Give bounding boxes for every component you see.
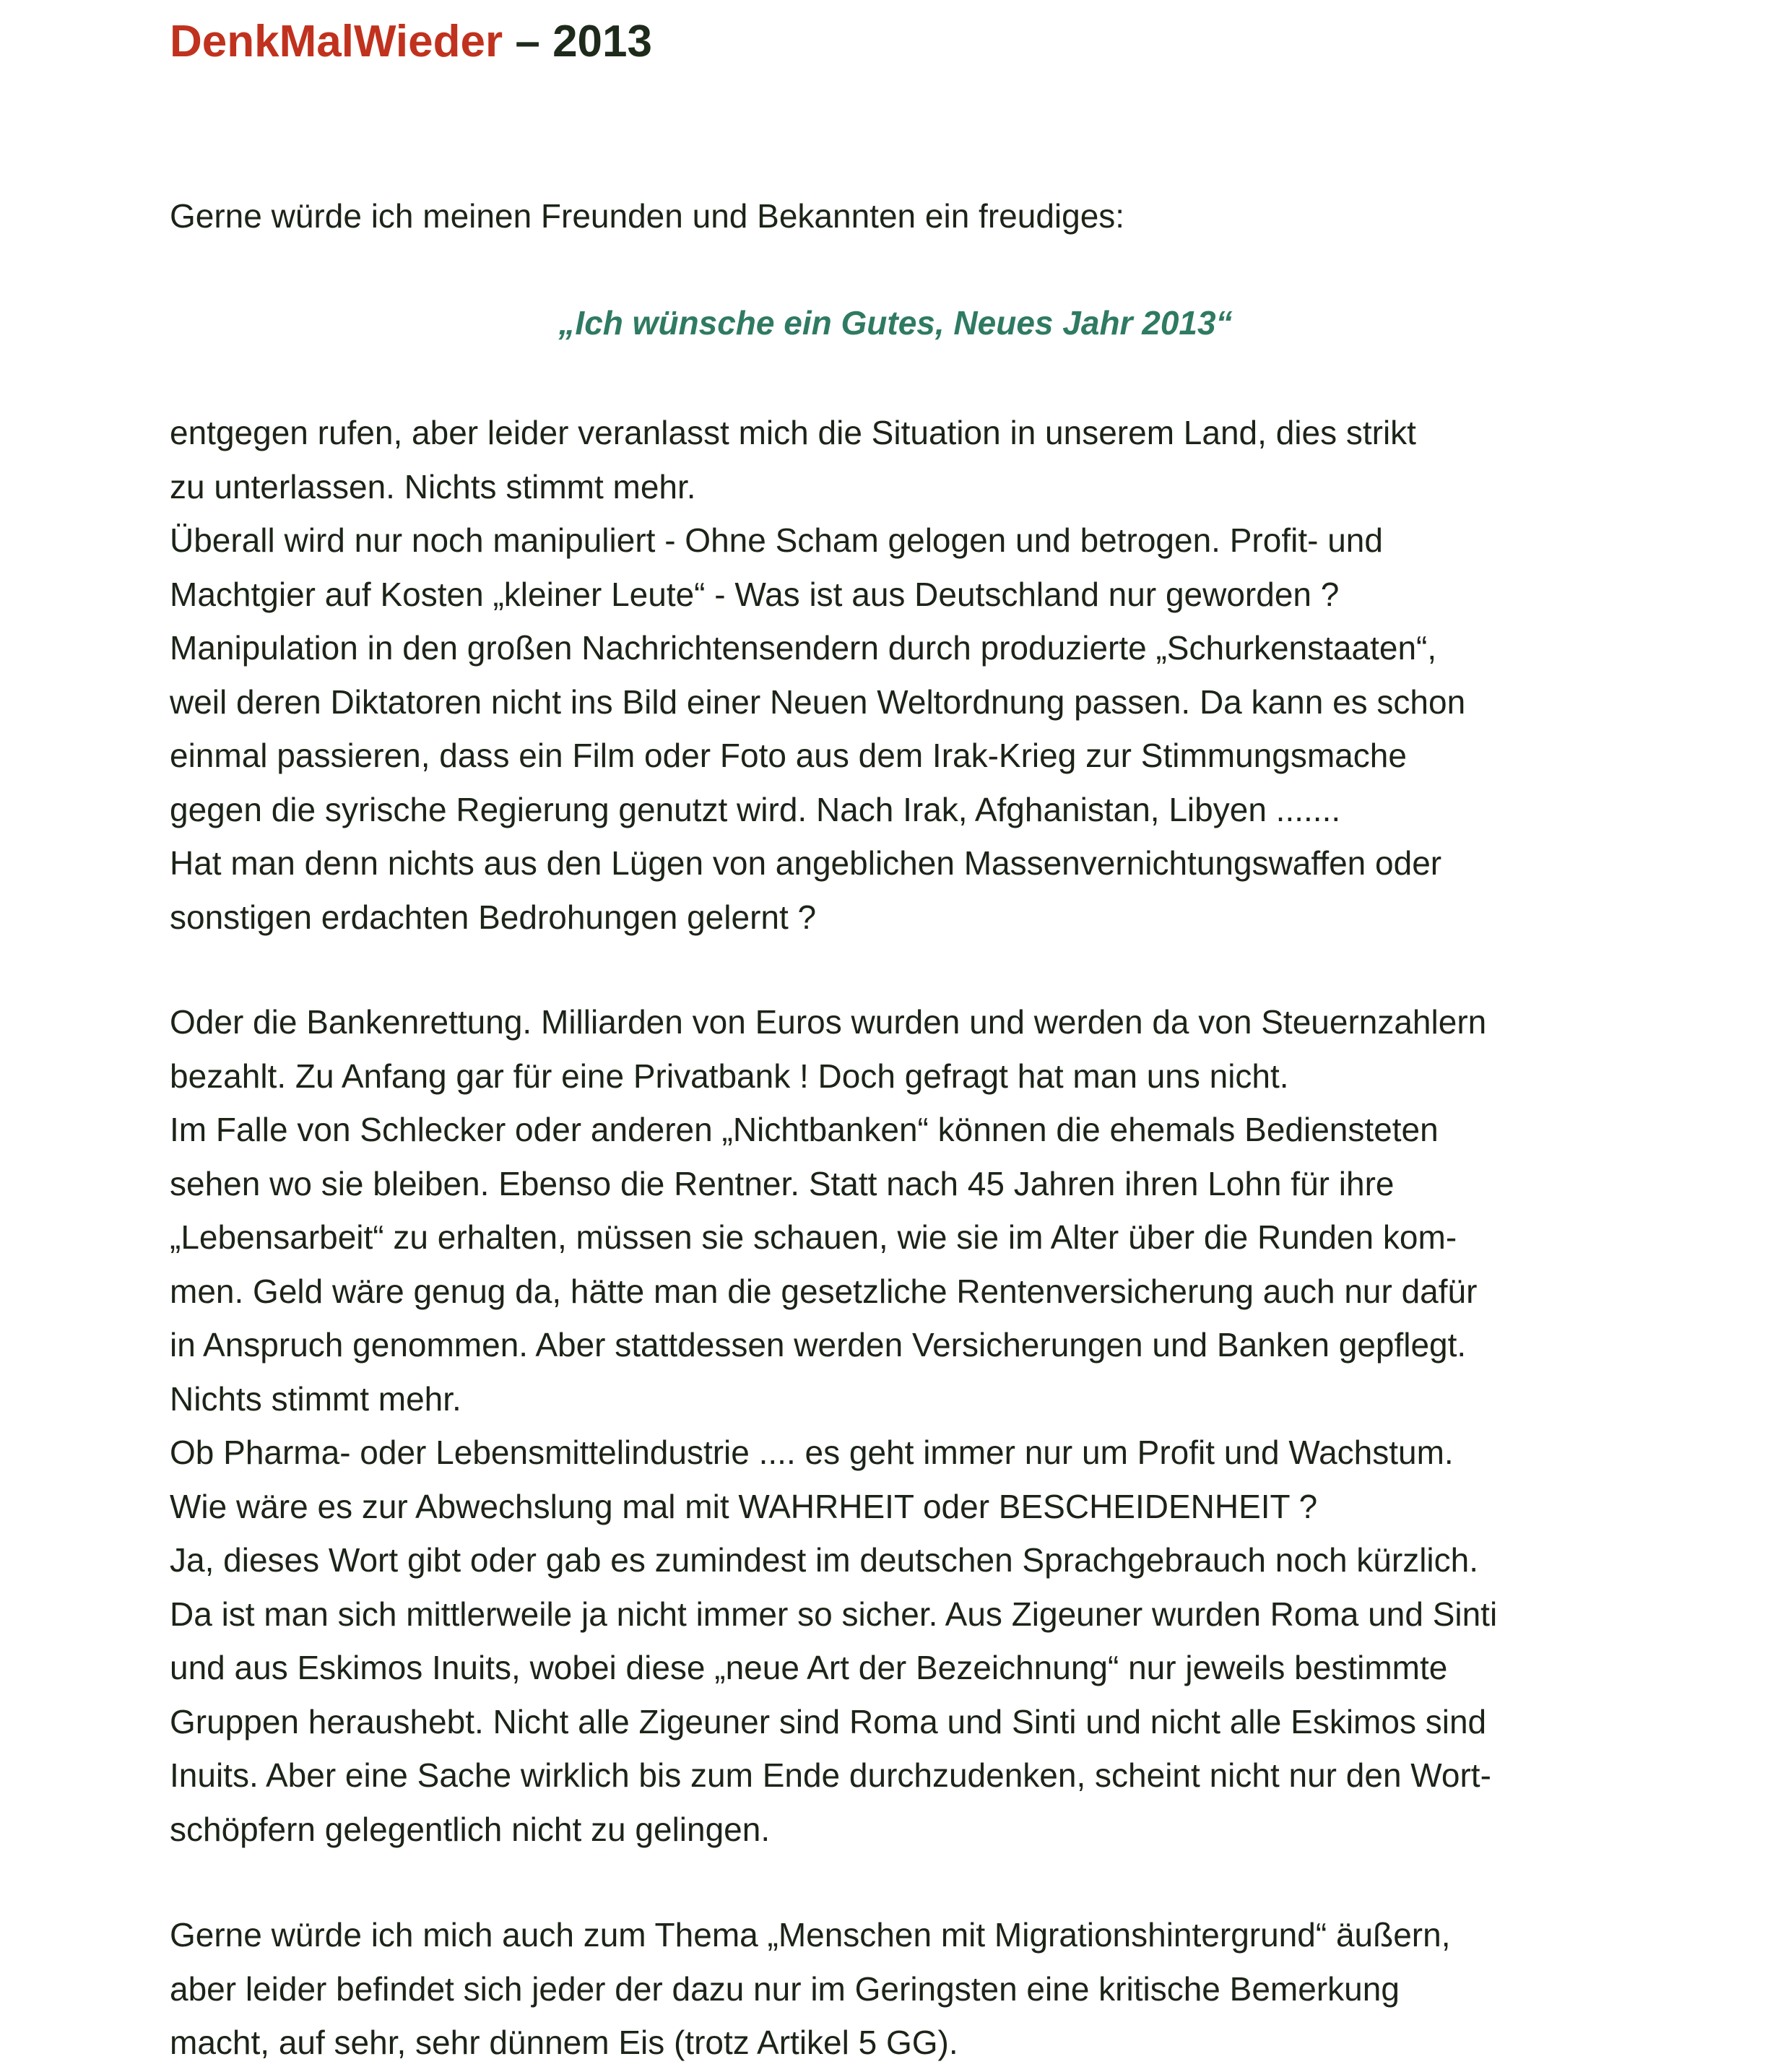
header-year: 2013 — [552, 17, 653, 66]
text-line: entgegen rufen, aber leider veranlasst mich die Situation in unserem Land, dies strikt — [170, 414, 1416, 451]
text-line: „Lebensarbeit“ zu erhalten, müssen sie schauen, wie sie im Alter über die Runden kom- — [170, 1218, 1457, 1256]
text-line: aber leider befindet sich jeder der dazu nur im Geringsten eine kritische Bemerkung — [170, 1969, 1400, 2008]
text-line: bezahlt. Zu Anfang gar für eine Privatbank ! Doch gefragt hat man uns nicht. — [170, 1057, 1289, 1095]
text-line: gegen die syrische Regierung genutzt wird. Nach Irak, Afghanistan, Libyen ....... — [170, 790, 1341, 828]
text-line: Ja, dieses Wort gibt oder gab es zumindest im deutschen Sprachgebrauch noch kürzlich. — [170, 1541, 1479, 1579]
brand-title: DenkMalWieder — [170, 17, 503, 66]
paragraph-1 — [170, 406, 1465, 944]
text-line: Gerne würde ich mich auch zum Thema „Menschen mit Migrationshintergrund“ äußern, — [170, 1916, 1451, 1954]
text-line: und aus Eskimos Inuits, wobei diese „neue Art der Bezeichnung“ nur jeweils bestimmte — [170, 1649, 1448, 1686]
text-line: Wie wäre es zur Abwechslung mal mit WAHRHEIT oder BESCHEIDENHEIT ? — [170, 1487, 1318, 1525]
intro-line: Gerne würde ich meinen Freunden und Bekannten ein freudiges: — [170, 197, 1125, 235]
text-line: men. Geld wäre genug da, hätte man die gesetzliche Rentenversicherung auch nur dafür — [170, 1272, 1478, 1310]
text-line: schöpfern gelegentlich nicht zu gelingen. — [170, 1810, 771, 1848]
text-line: Oder die Bankenrettung. Milliarden von Euros wurden und werden da von Steuernzahlern — [170, 1003, 1487, 1041]
text-line: sonstigen erdachten Bedrohungen gelernt ? — [170, 898, 817, 936]
text-line: Im Falle von Schlecker oder anderen „Nichtbanken“ können die ehemals Bediensteten — [170, 1111, 1439, 1148]
new-year-quote: „Ich wünsche ein Gutes, Neues Jahr 2013“ — [558, 304, 1233, 342]
text-line: Überall wird nur noch manipuliert - Ohne Scham gelogen und betrogen. Profit- und — [170, 521, 1383, 559]
text-line: einmal passieren, dass ein Film oder Foto aus dem Irak-Krieg zur Stimmungsmache — [170, 737, 1407, 774]
text-line: macht, auf sehr, sehr dünnem Eis (trotz Artikel 5 GG). — [170, 2024, 958, 2061]
text-line: Hat man denn nichts aus den Lügen von angeblichen Massenvernichtungswaffen oder — [170, 844, 1442, 882]
text-line: Da ist man sich mittlerweile ja nicht immer so sicher. Aus Zigeuner wurden Roma und Sinti — [170, 1595, 1498, 1633]
text-line: Inuits. Aber eine Sache wirklich bis zum Ende durchzudenken, scheint nicht nur den Wort- — [170, 1756, 1491, 1794]
text-line: in Anspruch genommen. Aber stattdessen werden Versicherungen und Banken gepflegt. — [170, 1326, 1467, 1364]
header-dash: – — [515, 17, 540, 66]
text-line: Machtgier auf Kosten „kleiner Leute“ - Was ist aus Deutschland nur geworden ? — [170, 575, 1340, 613]
paragraph-3 — [170, 1908, 1450, 2070]
text-line: zu unterlassen. Nichts stimmt mehr. — [170, 467, 696, 506]
page-header — [170, 16, 652, 68]
text-line: Gruppen heraushebt. Nicht alle Zigeuner sind Roma und Sinti und nicht alle Eskimos sind — [170, 1702, 1487, 1741]
text-line: Nichts stimmt mehr. — [170, 1379, 461, 1418]
text-line: Manipulation in den großen Nachrichtensendern durch produzierte „Schurkenstaaten“, — [170, 629, 1437, 667]
text-line: Ob Pharma- oder Lebensmittelindustrie .... es geht immer nur um Profit und Wachstum. — [170, 1434, 1454, 1471]
text-line: sehen wo sie bleiben. Ebenso die Rentner. Statt nach 45 Jahren ihren Lohn für ihre — [170, 1164, 1395, 1202]
text-line: weil deren Diktatoren nicht ins Bild einer Neuen Weltordnung passen. Da kann es schon — [170, 682, 1466, 721]
paragraph-2 — [170, 995, 1497, 1856]
